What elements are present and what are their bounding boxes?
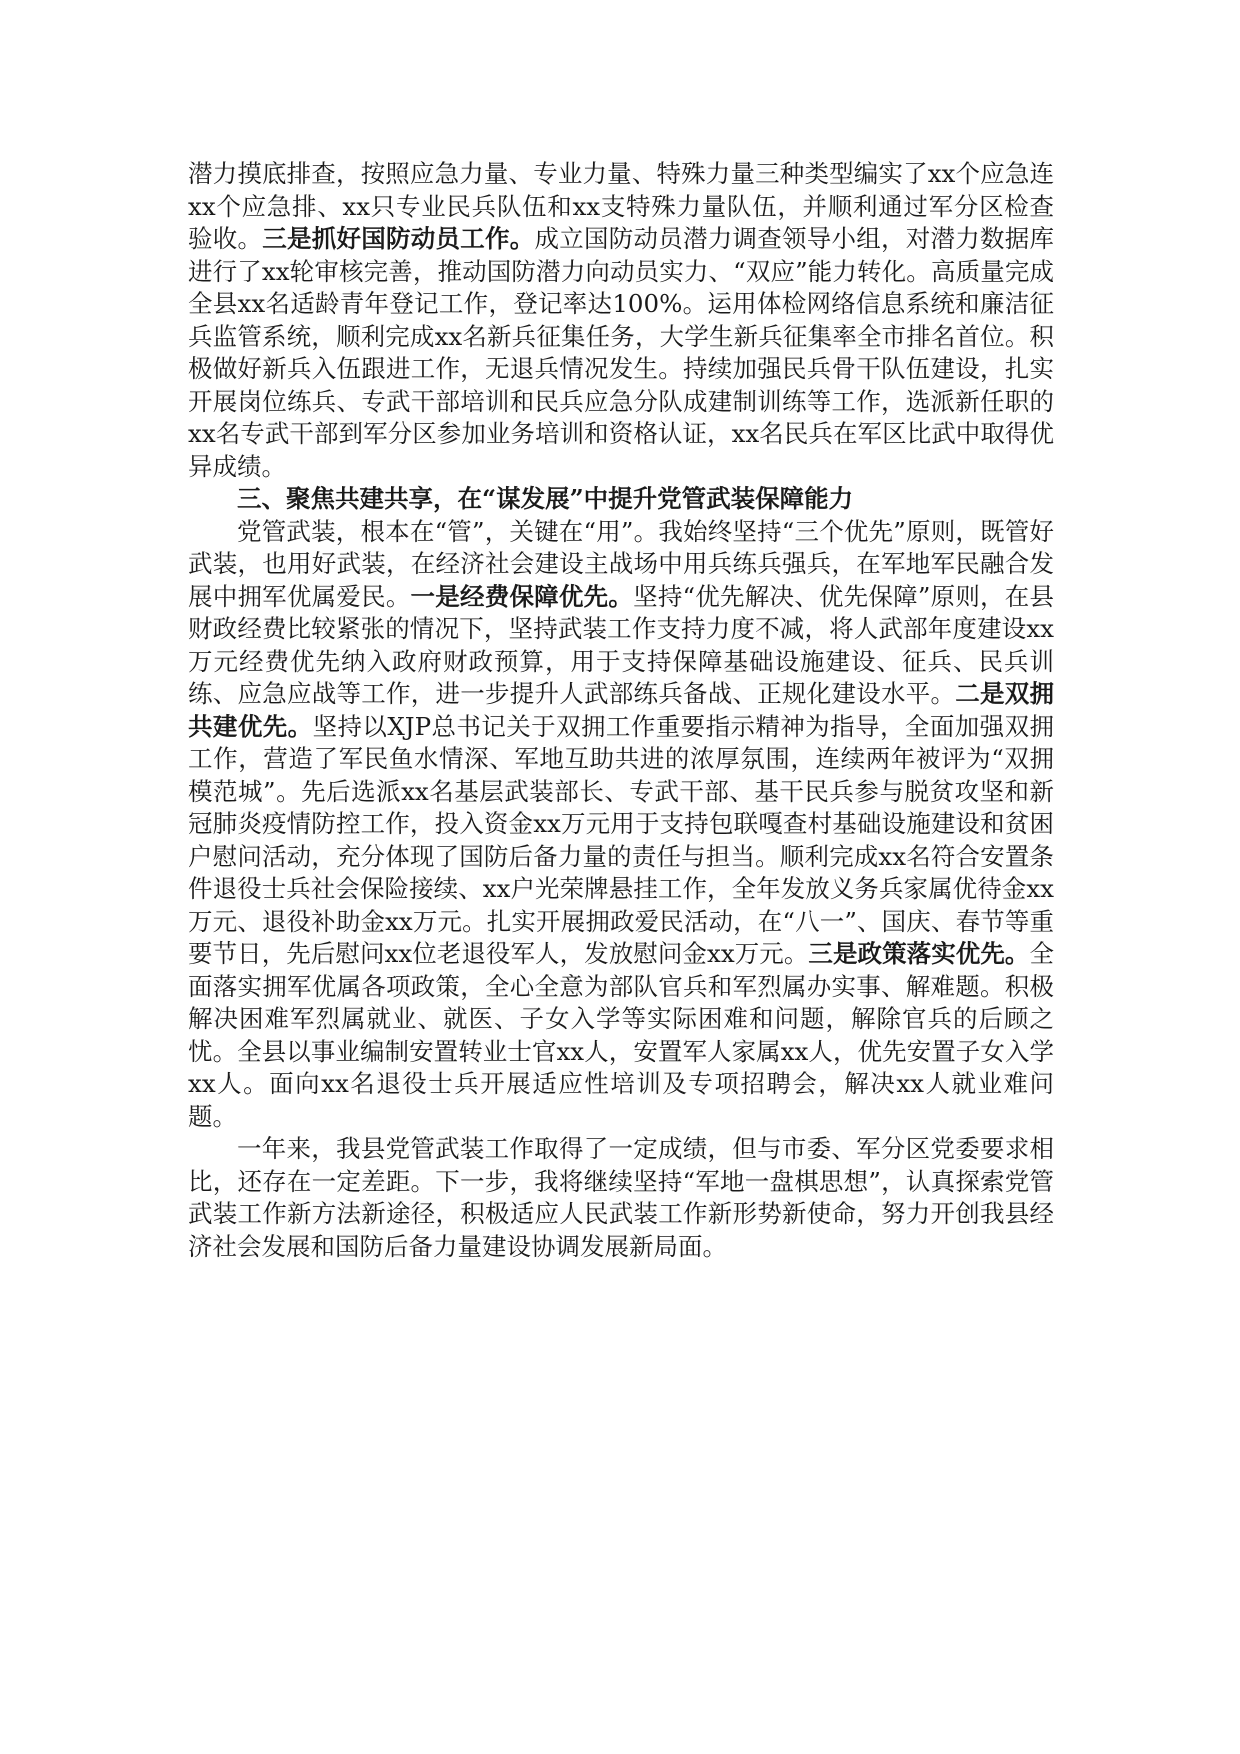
paragraph-mobilization: [188, 158, 1054, 483]
document-page: [188, 158, 1054, 1263]
paragraph-text: 坚持以XJP总书记关于双拥工作重要指示精神为指导，全面加强双拥工作，营造了军民鱼水情深、军地互助共进的浓厚氛围，连续两年被评为“双拥模范城”。先后选派xx名基层武装部长、专武干部、基干民兵参与脱贫攻坚和新冠肺炎疫情防控工作，投入资金xx万元用于支持包联嘎查村基础设施建设和贫困户慰问活动，充分体现了国防后备力量的责任与担当。顺利完成xx名符合安置条件退役士兵社会保险接续、xx户光荣牌悬挂工作，全年发放义务兵家属优待金xx万元、退役补助金xx万元。扎实开展拥政爱民活动，在“八一”、国庆、春节等重要节日，先后慰问xx位老退役军人，发放慰问金xx万元。: [188, 711, 1055, 968]
bold-point-policy-priority: 三是政策落实优先。: [808, 939, 1030, 968]
section-heading-3: 三、聚焦共建共享，在“谋发展”中提升党管武装保障能力: [237, 484, 854, 513]
paragraph-support: [188, 516, 1054, 1134]
paragraph-text: 党管武装，根本在“管”，关键在“用”。我始终坚持“三个优先”原则，既管好武装，也用好武装，在经济社会建设主战场中用兵练兵强兵，在军地军民融合发展中拥军优属爱民。: [188, 516, 1054, 611]
bold-point-dual-support-priority: 二是双拥共建优先。: [188, 679, 1054, 741]
paragraph-text: 全面落实拥军优属各项政策，全心全意为部队官兵和军烈属办实事、解难题。积极解决困难军烈属就业、就医、子女入学等实际困难和问题，解除官兵的后顾之忧。全县以事业编制安置转业士官xx人，安置军人家属xx人，优先安置子女入学xx人。面向xx名退役士兵开展适应性培训及专项招聘会，解决xx人就业难问题。: [188, 939, 1054, 1131]
paragraph-conclusion: 一年来，我县党管武装工作取得了一定成绩，但与市委、军分区党委要求相比，还存在一定差距。下一步，我将继续坚持“军地一盘棋思想”，认真探索党管武装工作新方法新途径，积极适应人民武装工作新形势新使命，努力开创我县经济社会发展和国防后备力量建设协调发展新局面。: [188, 1134, 1054, 1261]
bold-point-national-defense-mobilization: 三是抓好国防动员工作。: [262, 224, 535, 253]
paragraph-text: 坚持“优先解决、优先保障”原则，在县财政经费比较紧张的情况下，坚持武装工作支持力度不减，将人武部年度建设xx万元经费优先纳入政府财政预算，用于支持保障基础设施建设、征兵、民兵训练、应急应战等工作，进一步提升人武部练兵备战、正规化建设水平。: [188, 581, 1054, 708]
paragraph-text: 潜力摸底排查，按照应急力量、专业力量、特殊力量三种类型编实了xx个应急连xx个应急排、xx只专业民兵队伍和xx支特殊力量队伍，并顺利通过军分区检查验收。: [188, 159, 1054, 253]
paragraph-text: 成立国防动员潜力调查领导小组，对潜力数据库进行了xx轮审核完善，推动国防潜力向动员实力、“双应”能力转化。高质量完成全县xx名适龄青年登记工作，登记率达100%。运用体检网络信息系统和廉洁征兵监管系统，顺利完成xx名新兵征集任务，大学生新兵征集率全市排名首位。积极做好新兵入伍跟进工作，无退兵情况发生。持续加强民兵骨干队伍建设，扎实开展岗位练兵、专武干部培训和民兵应急分队成建制训练等工作，选派新任职的xx名专武干部到军分区参加业务培训和资格认证，xx名民兵在军区比武中取得优异成绩。: [188, 224, 1054, 481]
bold-point-funding-priority: 一是经费保障优先。: [410, 581, 634, 611]
